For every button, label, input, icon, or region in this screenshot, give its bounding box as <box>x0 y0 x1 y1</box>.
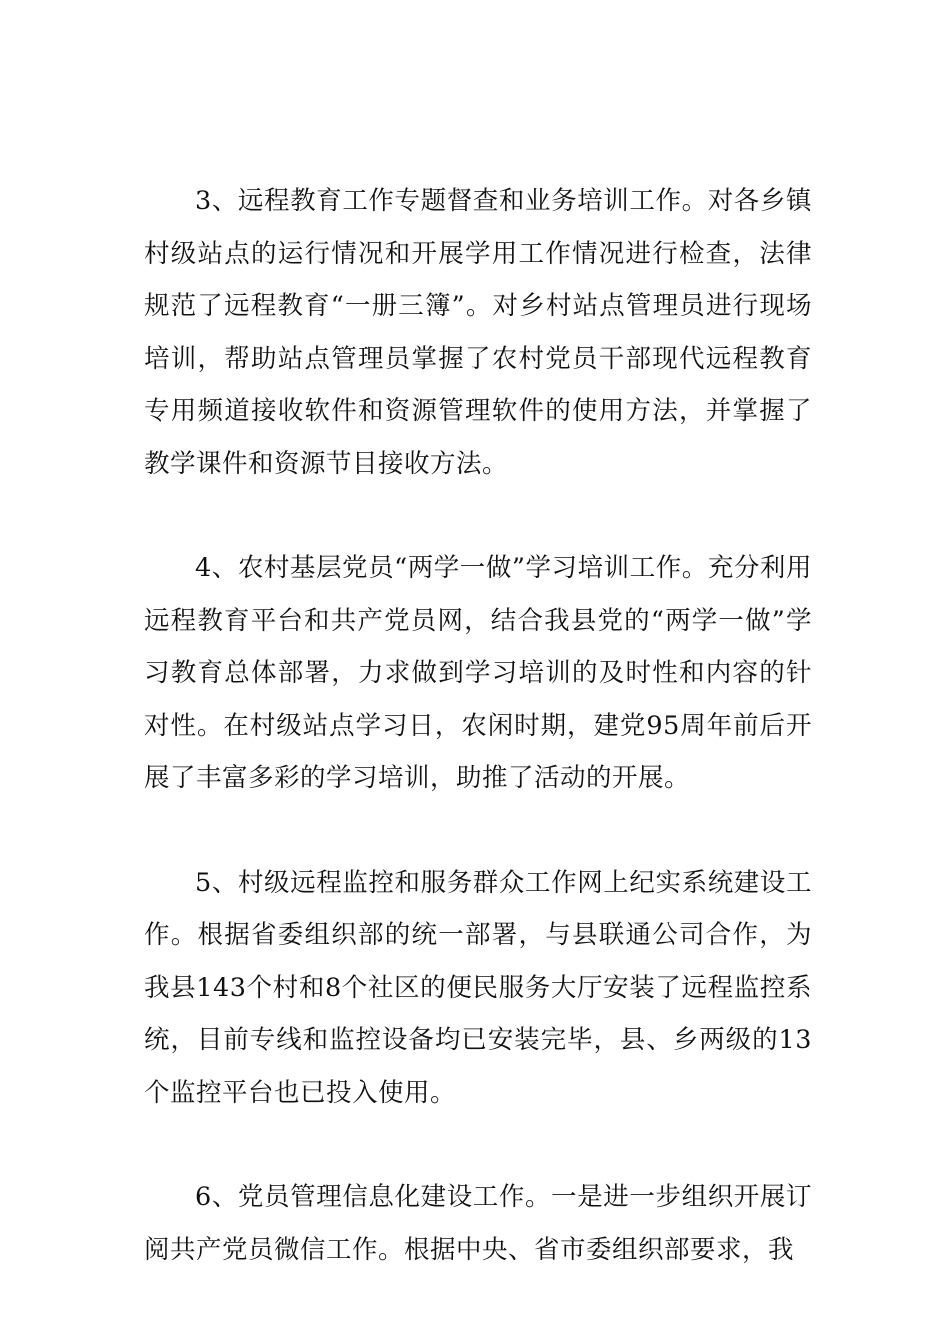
document-body <box>144 175 812 1276</box>
paragraph-item-4: 4、农村基层党员“两学一做”学习培训工作。充分利用远程教育平台和共产党员网，结合我县党的“两学一做”学习教育总体部署，力求做到学习培训的及时性和内容的针对性。在村级站点学习日，农闲时期，建党95周年前后开展了丰富多彩的学习培训，助推了活动的开展。 <box>144 553 812 793</box>
paragraph-item-6: 6、党员管理信息化建设工作。一是进一步组织开展订阅共产党员微信工作。根据中央、省市委组织部要求，我 <box>144 1182 812 1265</box>
paragraph-item-3: 3、远程教育工作专题督查和业务培训工作。对各乡镇村级站点的运行情况和开展学用工作情况进行检查，法律规范了远程教育“一册三簿”。对乡村站点管理员进行现场培训，帮助站点管理员掌握了农村党员干部现代远程教育专用频道接收软件和资源管理软件的使用方法，并掌握了教学课件和资源节目接收方法。 <box>144 186 812 479</box>
paragraph-item-5: 5、村级远程监控和服务群众工作网上纪实系统建设工作。根据省委组织部的统一部署，与县联通公司合作，为我县143个村和8个社区的便民服务大厅安装了远程监控系统，目前专线和监控设备均已安装完毕，县、乡两级的13个监控平台也已投入使用。 <box>144 867 812 1108</box>
